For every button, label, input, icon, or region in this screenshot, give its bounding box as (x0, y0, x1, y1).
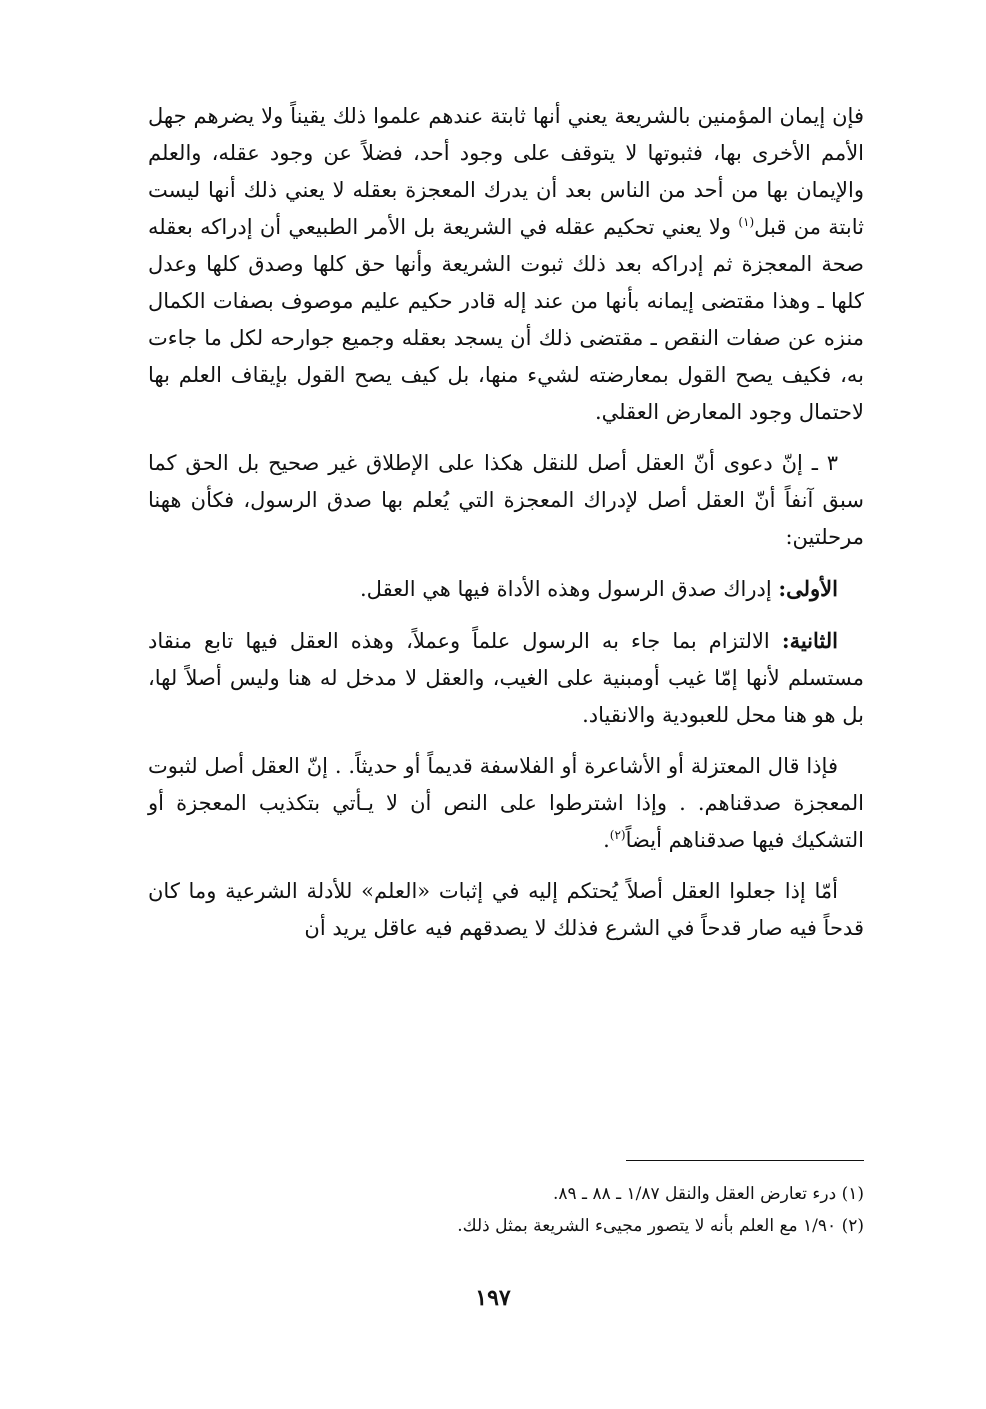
paragraph-1 (148, 98, 864, 431)
footnote-2: (٢) ١/٩٠ مع العلم بأنه لا يتصور مجيىء الشريعة بمثل ذلك. (457, 1216, 864, 1236)
page-number: ١٩٧ (475, 1285, 511, 1311)
paragraph-1-part-b: ولا يعني تحكيم عقله في الشريعة بل الأمر الطبيعي أن إدراكه بعقله صحة المعجزة ثم إدراكه بعد ذلك ثبوت الشريعة وأنها حق كلها وصدق كلها وعدل كلها ـ وهذا مقتضى إيمانه بأنها من عند إله قادر حكيم عليم موصوف بصفات الكمال منزه عن صفات النقص ـ مقتضى ذلك أن يسجد بعقله وجميع جوارحه لكل ما جاءت به، فكيف يصح القول بمعارضته لشيء منها، بل كيف يصح القول بإيقاف العلم بها لاحتمال وجود المعارض العقلي. (148, 215, 864, 424)
paragraph-3-end: . (603, 828, 610, 852)
paragraph-first-stage (148, 570, 864, 608)
footnote-1: (١) درء تعارض العقل والنقل ١/٨٧ ـ ٨٨ ـ ٨٩. (552, 1184, 864, 1204)
footnote-divider (626, 1160, 864, 1161)
footnotes (148, 1178, 864, 1242)
footnote-ref-2[interactable]: (٢) (609, 828, 626, 842)
first-stage-text: إدراك صدق الرسول وهذه الأداة فيها هي العقل. (359, 577, 772, 601)
second-stage-text: الالتزام بما جاء به الرسول علماً وعملاً، وهذه العقل فيها تابع منقاد مستسلم لأنها إمّا غيب أومبنية على الغيب، والعقل لا مدخل له هنا وليس أصلاً لها، بل هو هنا محل للعبودية والانقياد. (148, 629, 864, 727)
paragraph-3-text: فإذا قال المعتزلة أو الأشاعرة أو الفلاسفة قديماً أو حديثاً. . إنّ العقل أصل لثبوت المعجزة صدقناهم. . وإذا اشترطوا على النص أن لا يـأتي بتكذيب المعجزة أو التشكيك فيها صدقناهم أيضاً (148, 754, 864, 852)
footnote-ref-1[interactable]: (١) (738, 215, 755, 229)
body-text (148, 98, 864, 961)
paragraph-second-stage (148, 622, 864, 734)
paragraph-4: أمّا إذا جعلوا العقل أصلاً يُحتكم إليه في إثبات «العلم» للأدلة الشرعية وما كان قدحاً فيه صار قدحاً في الشرع فذلك لا يصدقهم فيه عاقل يريد أن (148, 879, 864, 940)
paragraph-1-part-a: فإن إيمان المؤمنين بالشريعة يعني أنها ثابتة عندهم علموا ذلك يقيناً ولا يضرهم جهل الأمم الأخرى بها، فثبوتها لا يتوقف على وجود أحد، فضلاً عن وجود عقله، والعلم والإيمان بها من أحد من الناس بعد أن يدرك المعجزة بعقله لا يعني ذلك أنها ليست ثابتة من قبل (148, 104, 864, 239)
paragraph-3 (148, 748, 864, 859)
label-first: الأولى: (778, 576, 838, 601)
paragraph-2: ٣ ـ إنّ دعوى أنّ العقل أصل للنقل هكذا على الإطلاق غير صحيح بل الحق كما سبق آنفاً أنّ العقل أصل لإدراك المعجزة التي يُعلم بها صدق الرسول، فكأن ههنا مرحلتين: (148, 451, 864, 549)
label-second: الثانية: (781, 628, 838, 653)
